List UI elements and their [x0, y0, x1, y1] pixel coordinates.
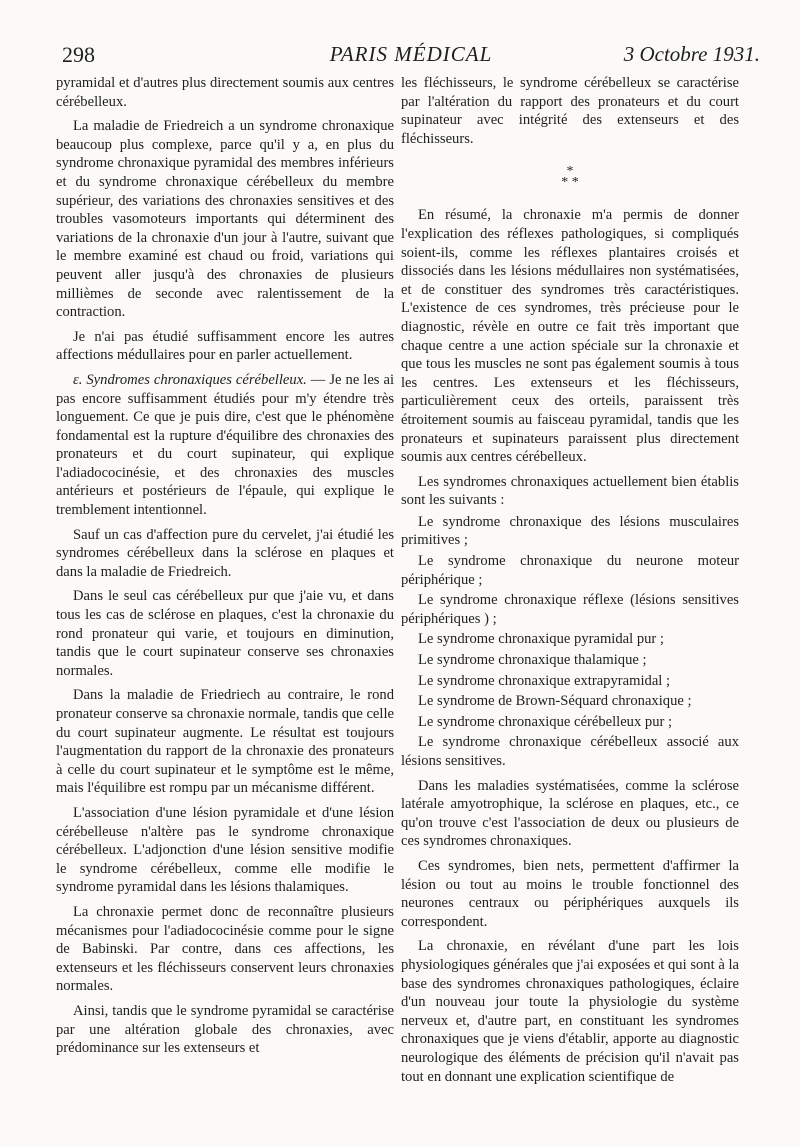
list-item: Le syndrome chronaxique pyramidal pur ;	[418, 631, 664, 648]
page-number: 298	[62, 42, 95, 67]
paragraph: Dans le seul cas cérébelleux pur que j'aie vu, et dans tous les cas de sclérose en plaques, c'est la chronaxie du rond pronateur qui varie, et toujours en diminution, tandis que le court supinateur conserve ses chronaxies normales.	[56, 588, 394, 679]
paragraph: L'association d'une lésion pyramidale et d'une lésion cérébelleuse n'altère pas le syndrome chronaxique cérébelleux. L'adjonction d'une lésion sensitive modifie le syndrome cérébelleux, comme elle modifie le syndrome pyramidal dans les lésions thalamiques.	[56, 804, 394, 896]
paragraph: pyramidal et d'autres plus directement soumis aux centres cérébelleux.	[56, 75, 394, 110]
paragraph: Je n'ai pas étudié suffisamment encore les autres affections médullaires pour en parler actuellement.	[56, 328, 394, 364]
paragraph: Dans les maladies systématisées, comme la sclérose latérale amyotrophique, la sclérose en plaques, etc., ce qu'on trouve c'est l'association de deux ou plusieurs de ces syndromes chronaxiques.	[401, 777, 739, 850]
list-item: Le syndrome chronaxique cérébelleux associé aux lésions sensitives.	[401, 734, 739, 769]
paragraph: Ces syndromes, bien nets, permettent d'affirmer la lésion ou tout au moins le trouble fonctionnel des neurones centraux ou périphériques auxquels ils correspondent.	[401, 857, 739, 930]
paragraph: Dans la maladie de Friedriech au contraire, le rond pronateur conserve sa chronaxie normale, tandis que celle du court supinateur augmente. Le résultat est toujours l'augmentation du rapport de la chronaxie des pronateurs à celle du court supinateur et le symptôme est le même, mais l'équilibre est rompu par un mécanisme différent.	[56, 687, 394, 797]
list-item: Le syndrome chronaxique thalamique ;	[418, 652, 647, 669]
paragraph: En résumé, la chronaxie m'a permis de donner l'explication des réflexes pathologiques, si compliqués soient-ils, comme les réflexes plantaires croisés et dissociés dans les lésions médullaires non systématisées, et de constituer des syndromes très caractéristiques. L'existence de ces syndromes, très précieuse pour le diagnostic, révèle en outre ce fait très important que chaque centre a une action spéciale sur la chronaxie et que tous les muscles ne sont pas également soumis à tous les centres. Les extenseurs et les fléchisseurs, particulièrement ceux des orteils, paraissent très étroitement soumis au faisceau pyramidal, tandis que les pronateurs et supinateurs paraissent plus directement soumis aux centres cérébelleux.	[401, 207, 739, 466]
paragraph: La chronaxie, en révélant d'une part les lois physiologiques générales que j'ai exposées et qui sont à la base des syndromes chronaxiques pathologiques, éclaire d'un nouveau jour toute la physiologie du système nerveux et, d'autre part, en constituant les syndromes chronaxiques que je viens d'établir, apporte au diagnostic neurologique des éléments de précision qu'il n'avait pas tout en donnant une explication scientifique de	[401, 938, 739, 1085]
paragraph: les fléchisseurs, le syndrome cérébelleux se caractérise par l'altération du rapport des pronateurs et du court supinateur avec intégrité des extenseurs et des fléchisseurs.	[401, 75, 739, 147]
paragraph: Les syndromes chronaxiques actuellement bien établis sont les suivants :	[401, 473, 739, 509]
list-item: Le syndrome de Brown-Séquard chronaxique ;	[418, 693, 692, 710]
paragraph: Sauf un cas d'affection pure du cervelet, j'ai étudié les syndromes cérébelleux dans la sclérose en plaques et dans la maladie de Friedreich.	[56, 526, 394, 580]
page-header	[62, 42, 760, 72]
paragraph: La maladie de Friedreich a un syndrome chronaxique beaucoup plus complexe, parce qu'il y a, en plus du syndrome chronaxique pyramidal des membres inférieurs et du syndrome chronaxique cérébelleux du membre supérieur, des variations des chronaxies sensitives et des troubles vasomoteurs importants qui déterminent des variations de la chronaxie d'un jour à l'autre, suivant que le membre examiné est chaud ou froid, variations qui peuvent aller jusqu'à des chronaxies de plusieurs millièmes de seconde avec ralentissement de la contraction.	[56, 118, 394, 321]
left-column	[56, 74, 394, 1064]
list-item: Le syndrome chronaxique des lésions musculaires primitives ;	[401, 513, 739, 549]
section-text: — Je ne les ai pas encore suffisamment étudiés pour m'y étendre très longuement. Ce que je puis dire, c'est que le phénomène fondamental est la rupture d'équilibre des chronaxies des pronateurs et du court supinateur, qui explique l'adiadococinésie, et des chronaxies des muscles antérieurs et postérieurs de l'épaule, qui explique le tremblement intentionnel.	[56, 371, 394, 519]
list-item: Le syndrome chronaxique extrapyramidal ;	[418, 672, 671, 689]
asterism-top: *	[566, 164, 574, 180]
list-item: Le syndrome chronaxique du neurone moteur périphérique ;	[401, 553, 739, 588]
paragraph: Ainsi, tandis que le syndrome pyramidal se caractérise par une altération globale des chronaxies, avec prédominance sur les extenseurs et	[56, 1002, 394, 1057]
asterism-bottom: * *	[561, 175, 579, 191]
issue-date: 3 Octobre 1931.	[623, 42, 760, 66]
paragraph-section-cerebellar	[56, 371, 394, 520]
journal-title: PARIS MÉDICAL	[329, 42, 493, 66]
paragraph: La chronaxie permet donc de reconnaître plusieurs mécanismes pour l'adiadococinésie comme pour le signe de Babinski. Par contre, dans ces affections, les extenseurs et les fléchisseurs conservent leurs chronaxies normales.	[56, 903, 394, 995]
right-column	[401, 74, 739, 1092]
list-item: Le syndrome chronaxique réflexe (lésions sensitives périphériques ) ;	[401, 592, 739, 627]
asterism-divider	[401, 164, 739, 191]
list-item: Le syndrome chronaxique cérébelleux pur ;	[418, 713, 673, 730]
section-heading: ε. Syndromes chronaxiques cérébelleux.	[73, 371, 307, 388]
